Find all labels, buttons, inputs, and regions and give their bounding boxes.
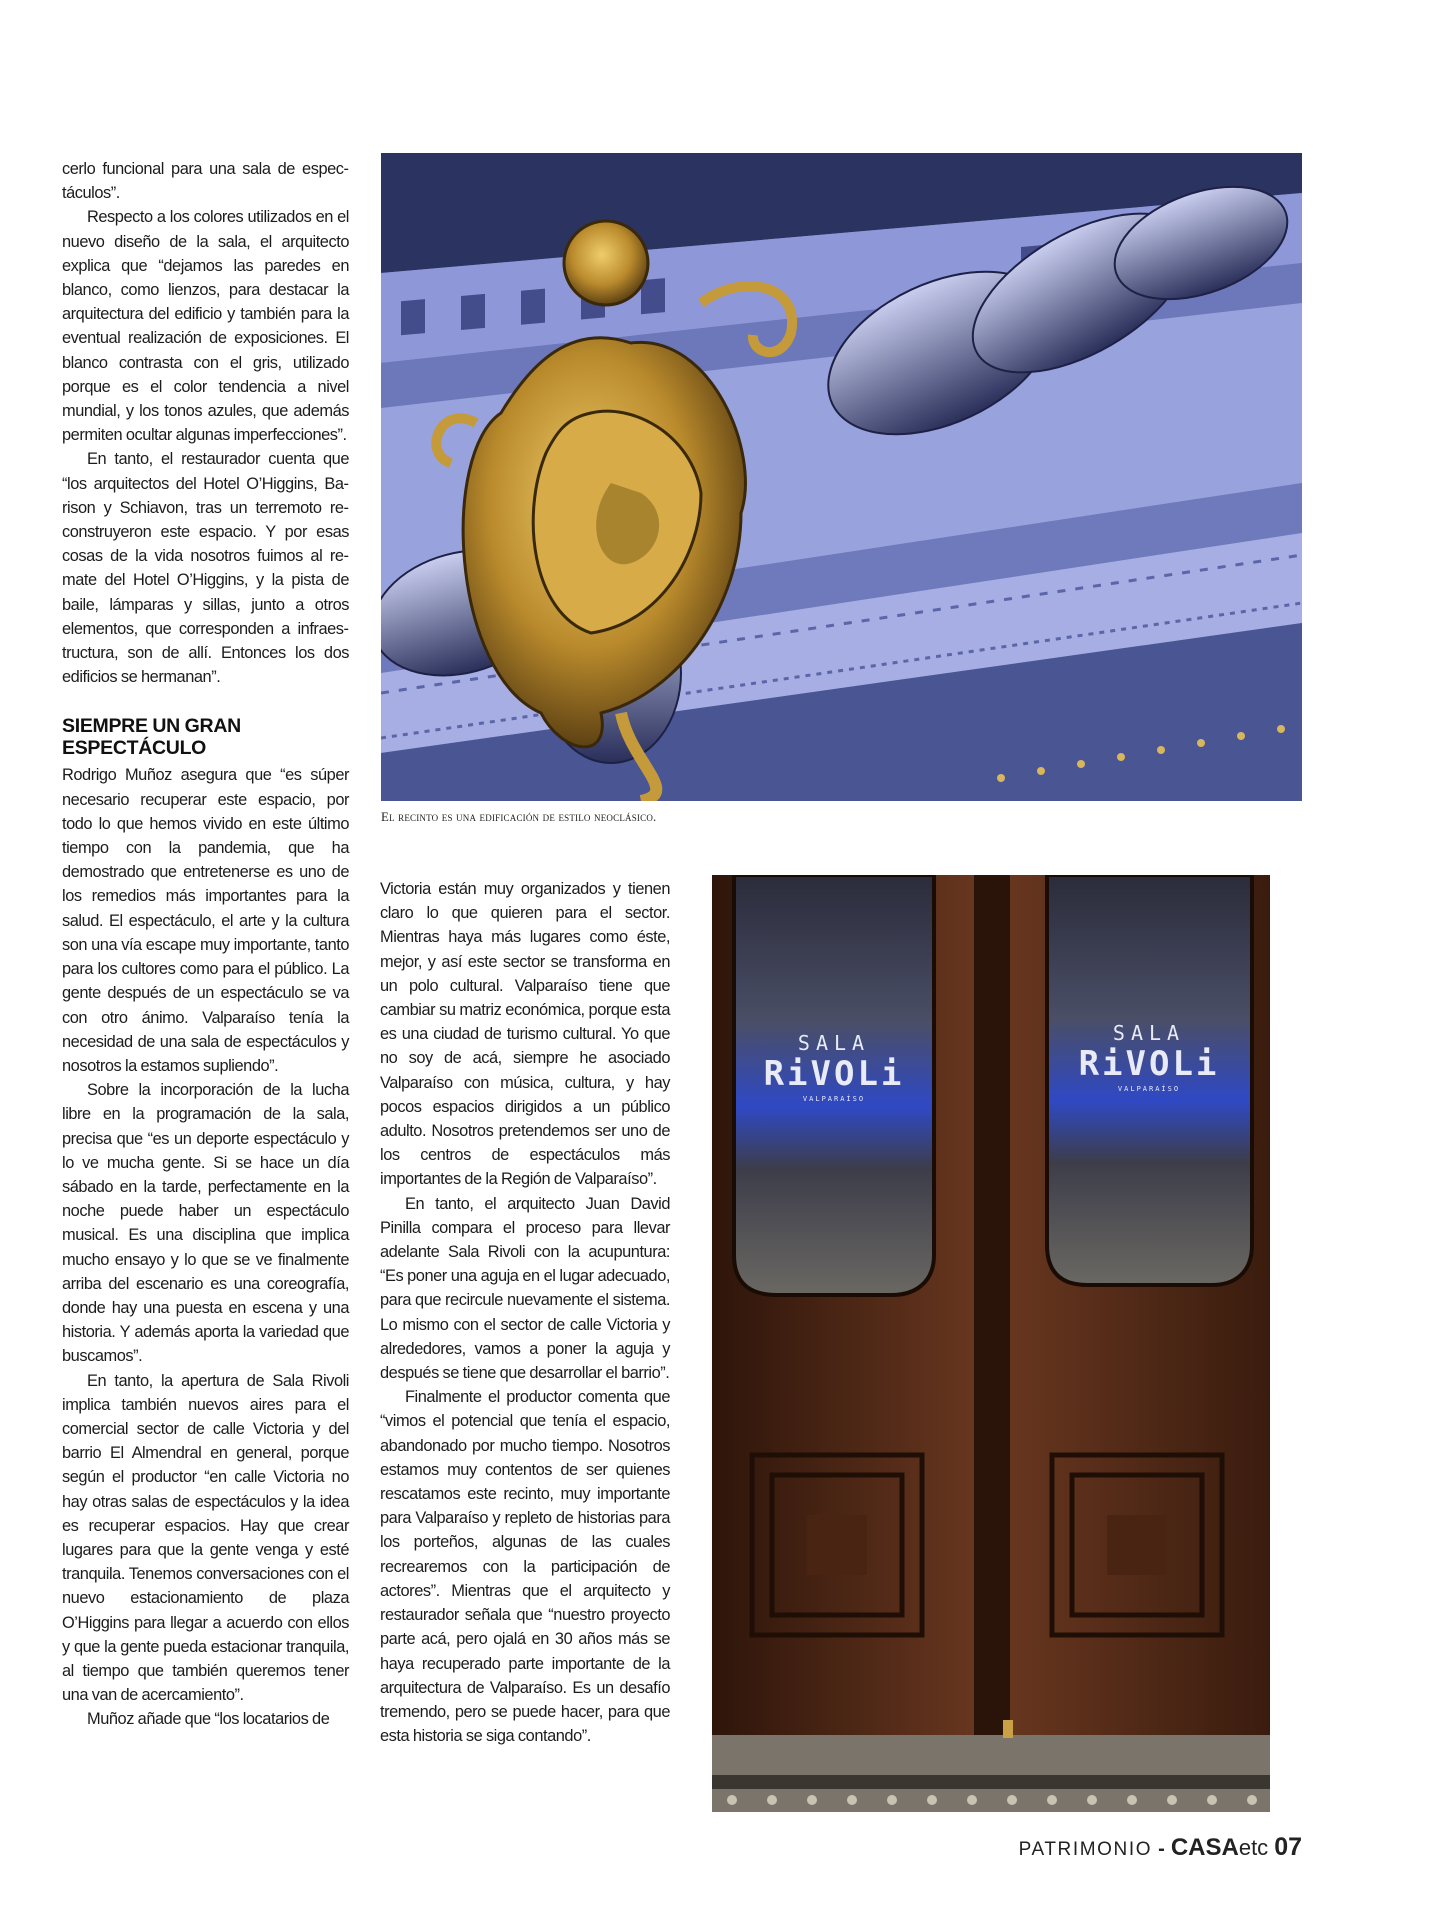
- paragraph: Respecto a los colores utilizados en el nuevo diseño de la sala, el arquitecto explica que “dejamos las paredes en blanco, como lienzos, para destacar la arquitectura del edificio y también para la eventual realización de exposiciones. El blanco contrasta con el gris, utilizado porque es el color tendencia a nivel mundial, y los tonos azules, que además permiten ocultar algunas imperfecciones”.: [62, 208, 349, 445]
- ornament-photo: [381, 153, 1302, 801]
- door-sign-right-line2: RiVOLi: [1078, 1044, 1220, 1084]
- door-sign-right-line3: VALPARAÍSO: [1117, 1085, 1181, 1093]
- footer-dash: -: [1158, 1838, 1165, 1860]
- door-illustration: [712, 875, 1270, 1812]
- ornament-illustration: [381, 153, 1302, 801]
- paragraph: Victoria están muy organizados y tienen claro lo que quieren para el sector. Mientras haya más lugares como éste, mejor, y así este sector se transforma en un polo cultural. Valparaíso tiene que cambiar su matriz económica, porque esta es una ciudad de turismo cultural. Yo que no soy de acá, siempre he asociado Valparaíso con música, cultura, y hay pocos espacios dirigidos a un público adulto. Nosotros pretendemos ser uno de los centros de espectáculos más importantes de la Región de Valparaíso”.: [380, 880, 670, 1189]
- paragraph: Rodrigo Muñoz asegura que “es súper necesario recuperar este espacio, por todo lo que hemos vivido en este último tiempo con la pandemia, que ha demostrado que entretenerse es uno de los remedios más importantes para la salud. El espectáculo, el arte y la cultura son una vía escape muy importante, tanto para los cultores como para el público. La gente después de un espectáculo se va con otro ánimo. Valparaíso tenía la necesidad de una sala de espectáculos y nosotros la estamos supliendo”.: [62, 766, 349, 1075]
- door-sign-right-line1: SALA: [1112, 1021, 1186, 1045]
- paragraph: En tanto, el restaurador cuenta que “los arquitectos del Hotel O’Higgins, Barison y Schiavon, tras un terremoto reconstruyeron este espacio. Y por esas cosas de la vida nosotros fuimos al remate del Hotel O’Higgins, y la pista de baile, lámparas y sillas, junto a otros elementos, que corresponden a infraestructura, son de allí. Entonces los dos edificios se hermanan”.: [62, 450, 349, 687]
- article-column-1: [62, 157, 349, 1732]
- section-subheading: SIEMPRE UN GRAN ESPECTÁCULO: [62, 715, 241, 760]
- paragraph: Sobre la incorporación de la lucha libre en la programación de la sala, precisa que “es un deporte espectáculo y lo ve mucha gente. Si se hace un día sábado en la tarde, perfectamente en la noche puede haber un espectáculo musical. Es una disciplina que implica mucho ensayo y lo que se ve finalmente arriba del escenario es una coreografía, donde hay una puesta en escena y una historia. Y además aporta la variedad que buscamos”.: [62, 1081, 349, 1366]
- photo-caption: El recinto es una edificación de estilo neoclásico.: [381, 810, 657, 824]
- paragraph: cerlo funcional para una sala de espectáculos”.: [62, 160, 349, 203]
- paragraph: En tanto, la apertura de Sala Rivoli implica también nuevos aires para el comercial sector de calle Victoria y del barrio El Almendral en general, porque según el productor “en calle Victoria no hay otras salas de espectáculos y la idea es recuperar espacios. Hay que crear lugares para que la gente venga y esté tranquila. Tenemos conversaciones con el nuevo estacionamiento de plaza O’Higgins para llegar a acuerdo con ellos y que la gente pueda estacionar tranquila, al tiempo que también queremos tener una van de acercamiento”.: [62, 1371, 349, 1705]
- page-footer: [1019, 1833, 1302, 1862]
- article-column-2: [380, 877, 670, 1748]
- door-sign-left-line3: VALPARAÍSO: [802, 1095, 866, 1103]
- footer-section: PATRIMONIO: [1018, 1839, 1153, 1860]
- paragraph: En tanto, el arquitecto Juan David Pinilla compara el proceso para llevar adelante Sala Rivoli con la acupuntura: “Es poner una aguja en el lugar adecuado, para que recircule nuevamente el sistema. Lo mismo con el sector de calle Victoria y alrededores, vamos a poner la aguja y después se tiene que desarrollar el barrio”.: [380, 1194, 670, 1383]
- footer-brand-suffix: etc: [1238, 1835, 1269, 1860]
- footer-brand: CASA: [1170, 1834, 1239, 1861]
- paragraph: Muñoz añade que “los locatarios de: [87, 1710, 330, 1729]
- door-photo: [712, 875, 1270, 1812]
- door-sign-left-line1: SALA: [797, 1031, 871, 1055]
- paragraph: Finalmente el productor comenta que “vimos el potencial que tenía el espacio, abandonado por mucho tiempo. Nosotros estamos muy contentos de ser quienes rescatamos este recinto, muy importante para Valparaíso y repleto de historias para los porteños, algunas de las cuales recrearemos con la participación de actores”. Mientras que el arquitecto y restaurador señala que “nuestro proyecto parte acá, pero ojalá en 30 años más se haya recuperado parte importante de la arquitectura de Valparaíso. Es un desafío tremendo, pero se puede hacer, para que esta historia se siga contando”.: [380, 1388, 670, 1746]
- page-number: 07: [1274, 1833, 1302, 1861]
- door-sign-left-line2: RiVOLi: [763, 1054, 905, 1094]
